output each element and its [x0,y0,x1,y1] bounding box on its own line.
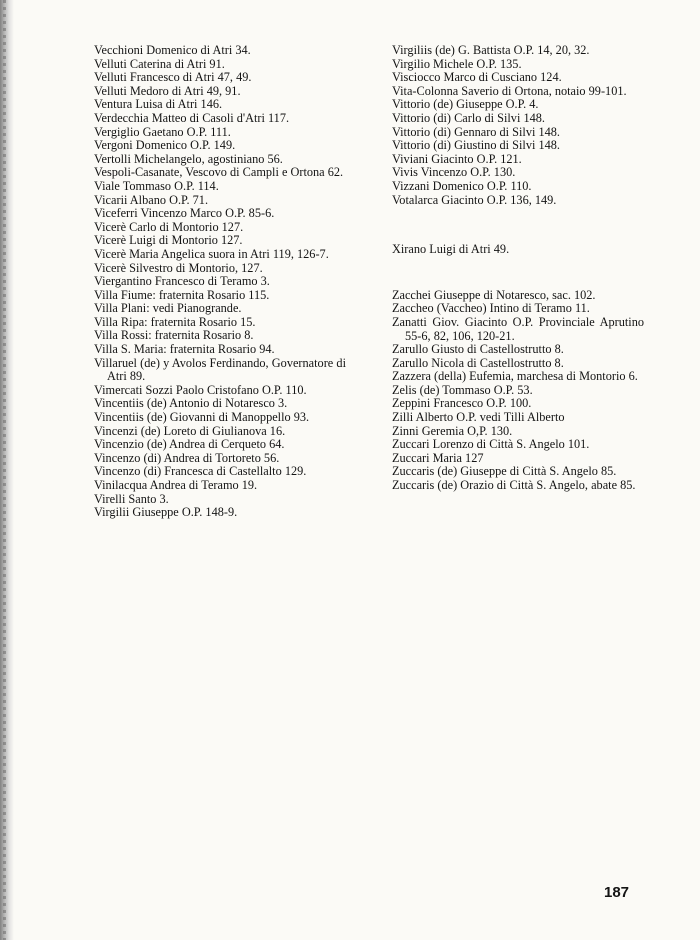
index-entry: Vincenzio (de) Andrea di Cerqueto 64. [94,437,285,452]
index-entry: Vizzani Domenico O.P. 110. [392,178,532,193]
index-entry: Viviani Giacinto O.P. 121. [392,151,522,166]
group-spacer [392,207,644,243]
page-number: 187 [604,884,630,901]
index-entry: Vita-Colonna Saverio di Ortona, notaio 99-101. [392,83,627,98]
index-entry: Vecchioni Domenico di Atri 34. [94,43,251,57]
index-group-x [392,243,644,257]
index-entry: Velluti Medoro di Atri 49, 91. [94,83,241,98]
index-entry: Vimercati Sozzi Paolo Cristofano O.P. 110. [94,382,307,397]
index-column-left [94,44,346,520]
index-entry: Vittorio (di) Carlo di Silvi 148. [392,110,545,125]
index-entry: Zaccheo (Vaccheo) Intino di Teramo 11. [392,301,590,316]
index-entry: Vittorio (di) Gennaro di Silvi 148. [392,124,560,139]
index-entry: Zuccaris (de) Giuseppe di Città S. Angelo 85. [392,464,617,479]
index-entry: Vicerè Silvestro di Montorio, 127. [94,260,263,275]
index-entry: Zarullo Nicola di Castellostrutto 8. [392,355,564,370]
index-entry: Zuccari Lorenzo di Città S. Angelo 101. [392,437,590,452]
index-group-v [392,44,644,207]
index-entry: Zuccaris (de) Orazio di Città S. Angelo, abate 85. [392,478,636,493]
index-entry: Vincentiis (de) Antonio di Notaresco 3. [94,396,288,411]
index-entry: Vincenzo (di) Andrea di Tortoreto 56. [94,450,280,465]
index-entry: Votalarca Giacinto O.P. 136, 149. [392,192,557,207]
index-entry: Zacchei Giuseppe di Notaresco, sac. 102. [392,287,596,302]
index-entry: Virgilio Michele O.P. 135. [392,56,522,71]
index-entry: Villa Plani: vedi Pianogrande. [94,301,242,316]
index-entry: Zarullo Giusto di Castellostrutto 8. [392,342,564,357]
index-entry: Vergoni Domenico O.P. 149. [94,138,236,153]
index-entry: Viergantino Francesco di Teramo 3. [94,274,270,289]
index-entry: Villa Ripa: fraternita Rosario 15. [94,314,256,329]
index-entry: Viceferri Vincenzo Marco O.P. 85-6. [94,206,275,221]
index-entry: Vergiglio Gaetano O.P. 111. [94,124,231,139]
index-entry: Zelis (de) Tommaso O.P. 53. [392,382,533,397]
index-entry: Villaruel (de) y Avolos Ferdinando, Governatore di Atri 89. [94,355,346,384]
index-entry: Virgilii Giuseppe O.P. 148-9. [94,505,238,520]
index-entry: Virgiliis (de) G. Battista O.P. 14, 20, 32. [392,43,590,57]
index-entry: Zilli Alberto O.P. vedi Tilli Alberto [392,410,565,425]
index-entry: Vinilacqua Andrea di Teramo 19. [94,478,258,492]
index-entry: Vittorio (di) Giustino di Silvi 148. [392,138,561,153]
index-entry: Verdecchia Matteo di Casoli d'Atri 117. [94,110,290,125]
index-entry: Ventura Luisa di Atri 146. [94,97,223,112]
index-entry: Vertolli Michelangelo, agostiniano 56. [94,151,283,166]
index-entry: Vittorio (de) Giuseppe O.P. 4. [392,97,539,112]
index-entry: Vicerè Carlo di Montorio 127. [94,219,244,234]
index-entry: Vincentiis (de) Giovanni di Manoppello 93. [94,410,310,425]
index-entry: Viale Tommaso O.P. 114. [94,178,219,193]
index-entry: Vivis Vincenzo O.P. 130. [392,165,516,180]
index-entry: Visciocco Marco di Cusciano 124. [392,70,562,85]
index-entry: Zazzera (della) Eufemia, marchesa di Montorio 6. [392,369,638,384]
index-entry: Velluti Caterina di Atri 91. [94,56,225,71]
index-entry: Xirano Luigi di Atri 49. [392,242,510,257]
index-group-z [392,289,644,493]
index-entry: Velluti Francesco di Atri 47, 49. [94,70,252,85]
group-spacer [392,257,644,289]
index-entry: Zuccari Maria 127 [392,450,484,465]
index-entry: Zanatti Giov. Giacinto O.P. Provinciale Aprutino 55-6, 82, 106, 120-21. [392,314,644,343]
index-entry: Virelli Santo 3. [94,491,169,506]
index-entry: Vincenzi (de) Loreto di Giulianova 16. [94,423,286,438]
index-column-right [392,44,644,493]
index-entry: Vicarii Albano O.P. 71. [94,192,209,207]
index-entry: Vincenzo (di) Francesca di Castellalto 129. [94,464,307,479]
index-entry: Villa Rossi: fraternita Rosario 8. [94,328,254,343]
index-entry: Vespoli-Casanate, Vescovo di Campli e Ortona 62. [94,165,344,180]
binding-edge-shadow [0,0,14,940]
index-entry: Vicerè Maria Angelica suora in Atri 119, 126-7. [94,246,329,261]
index-entry: Zeppini Francesco O.P. 100. [392,396,532,411]
index-entry: Villa Fiume: fraternita Rosario 115. [94,287,270,302]
index-entry: Villa S. Maria: fraternita Rosario 94. [94,342,275,357]
index-entry: Zinni Geremia O,P. 130. [392,423,513,438]
index-entry: Vicerè Luigi di Montorio 127. [94,233,243,248]
